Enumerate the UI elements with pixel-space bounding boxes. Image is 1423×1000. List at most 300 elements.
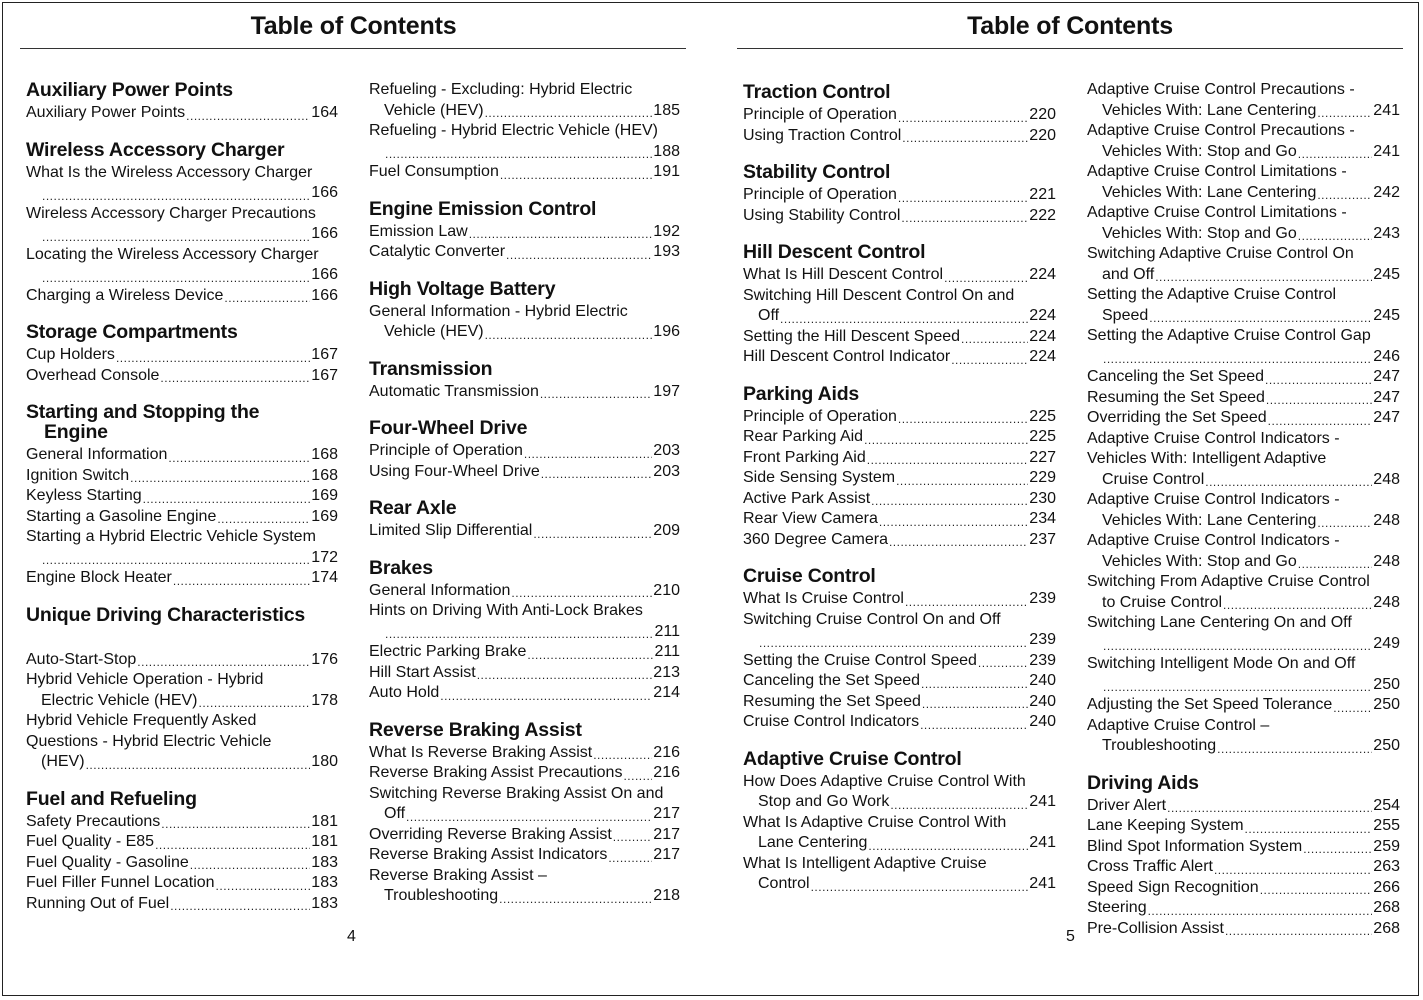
toc-entry[interactable] [369,866,680,907]
toc-entry-title: Adaptive Cruise Control Indicators - [1087,491,1340,508]
toc-entry[interactable] [369,763,680,784]
toc-page-number: 255 [1373,817,1400,834]
toc-page-number: 247 [1373,409,1400,426]
toc-entry-title: Emission Law [369,222,468,240]
dot-leader [161,816,310,832]
section-heading-text: Hill Descent Control [743,241,926,263]
toc-page-number: 210 [653,581,680,599]
toc-entry[interactable] [743,448,1056,469]
toc-page-number: 164 [311,104,338,121]
toc-entry-title: Hill Descent Control Indicator [743,348,951,365]
toc-entry[interactable] [743,185,1056,206]
toc-page-number: 248 [1373,470,1400,488]
toc-section [1087,80,1400,757]
toc-entry[interactable] [369,162,680,183]
dot-leader [137,654,310,670]
dot-leader [527,647,653,663]
toc-entry[interactable] [369,845,680,866]
toc-entry[interactable] [1087,919,1400,940]
toc-page-number: 217 [653,825,680,843]
toc-entry-title: 360 Degree Camera [743,530,888,548]
toc-entry-title: Hill Start Assist [369,663,476,681]
toc-entry[interactable] [26,527,338,568]
toc-page-number: 220 [1029,106,1056,123]
toc-entry[interactable] [26,245,338,286]
toc-entry[interactable] [743,589,1056,610]
toc-entry[interactable] [1087,878,1400,899]
toc-entry-title: Cruise Control [1102,470,1205,488]
toc-entry[interactable] [369,663,680,684]
toc-column [369,80,680,923]
section-heading-text: Transmission [369,357,493,380]
toc-entry[interactable] [369,441,680,462]
toc-entry-title: Keyless Starting [26,487,142,504]
toc-entry-title: General Information - Hybrid Electric [369,302,628,320]
toc-entry[interactable] [26,204,338,245]
toc-entry[interactable] [743,347,1056,368]
toc-entry-title: Pre-Collision Assist [1087,919,1224,937]
toc-page-number: 209 [653,522,680,539]
toc-entry-title: Cup Holders [26,346,115,363]
section-heading-text: Adaptive Cruise Control [743,747,962,770]
dot-leader [406,809,652,825]
toc-entry-title: Off [384,805,406,822]
section-heading-text: Engine [44,421,108,443]
toc-entry[interactable] [1087,654,1400,695]
toc-entry-title: Switching Reverse Braking Assist On and [369,784,664,802]
toc-entry-title: Reverse Braking Assist Precautions [369,764,623,781]
toc-page-number: 168 [311,446,338,463]
toc-entry[interactable] [1087,857,1400,878]
toc-entry-title: Adaptive Cruise Control Limitations - [1087,204,1347,221]
dot-leader [1205,474,1372,490]
toc-column [26,80,338,930]
toc-entry[interactable] [1087,613,1400,654]
dot-leader [1268,413,1373,429]
toc-entry[interactable] [1087,796,1400,817]
toc-entry[interactable] [26,163,338,204]
dot-leader [440,688,652,704]
toc-entry[interactable] [26,873,338,894]
toc-section [1087,773,1400,940]
toc-entry[interactable] [26,894,338,915]
toc-entry[interactable] [369,784,680,825]
dot-leader [623,768,652,784]
toc-entry[interactable] [369,121,680,162]
dot-leader [879,514,1028,530]
toc-entry[interactable] [743,126,1056,147]
toc-entry[interactable] [1087,695,1400,716]
dot-leader [1265,372,1372,388]
section-heading [26,402,338,442]
toc-entry-title: Principle of Operation [743,106,897,123]
toc-entry[interactable] [26,568,338,589]
toc-section [369,720,680,907]
section-heading-text: Reverse Braking Assist [369,718,582,741]
toc-section [369,558,680,704]
toc-entry[interactable] [743,530,1056,551]
toc-entry[interactable] [743,772,1056,813]
toc-entry-title: Cruise Control Indicators [743,713,920,730]
dot-leader [1317,187,1372,203]
toc-entry[interactable] [369,825,680,846]
toc-section [369,80,680,183]
toc-entry[interactable] [1087,408,1400,429]
toc-page-number: 224 [1029,307,1056,324]
dot-leader [385,146,652,162]
toc-entry-title: Troubleshooting [384,887,499,904]
toc-page-number: 185 [653,101,680,119]
toc-page-number: 203 [653,442,680,459]
toc-entry-title: What Is the Wireless Accessory Charger [26,163,313,181]
dot-leader [186,108,310,124]
toc-entry-title: Stop and Go Work [758,793,890,810]
toc-entry[interactable] [1087,572,1400,613]
toc-page-number: 167 [311,366,338,384]
toc-entry-title: (HEV) [41,753,85,770]
toc-section [369,418,680,482]
toc-entry[interactable] [26,103,338,124]
toc-entry[interactable] [743,468,1056,489]
section-heading-text: Brakes [369,556,433,579]
section-heading [743,566,1056,586]
dot-leader [593,747,652,763]
toc-entry[interactable] [1087,490,1400,531]
toc-entry[interactable] [369,80,680,121]
section-heading [26,605,338,625]
toc-entry-title: Adjusting the Set Speed Tolerance [1087,696,1333,713]
toc-page-number: 268 [1373,899,1400,916]
toc-entry-title: Using Four-Wheel Drive [369,462,540,480]
toc-page-number: 240 [1029,672,1056,689]
dot-leader [160,370,310,386]
dot-leader [155,837,310,853]
toc-entry-title: Vehicle (HEV) [384,323,484,340]
toc-entry[interactable] [743,610,1056,651]
section-heading-text: Cruise Control [743,565,876,587]
toc-page-number: 168 [311,466,338,484]
toc-entry[interactable] [1087,285,1400,326]
section-heading-text: Starting and Stopping the [26,401,260,423]
toc-entry[interactable] [1087,80,1400,121]
toc-entry-title: Fuel Filler Funnel Location [26,874,215,891]
dot-leader [1103,638,1372,654]
toc-page-number: 245 [1373,265,1400,283]
toc-page-number: 169 [311,487,338,504]
dot-leader [143,491,311,507]
toc-entry-title: Vehicles With: Stop and Go [1102,224,1297,242]
toc-page-number: 222 [1029,206,1056,224]
toc-entry[interactable] [1087,121,1400,162]
toc-entry[interactable] [26,366,338,387]
toc-entry[interactable] [369,242,680,263]
toc-page-number: 225 [1029,428,1056,445]
dot-leader [1214,862,1372,878]
section-heading [369,359,680,379]
toc-entry-title: What Is Intelligent Adaptive Cruise [743,854,987,872]
toc-page-number: 225 [1029,407,1056,425]
toc-entry-title: Adaptive Cruise Control Indicators - [1087,532,1340,549]
dot-leader [170,898,310,914]
toc-page-number: 172 [311,548,338,566]
toc-page-number: 227 [1029,448,1056,466]
toc-entry[interactable] [1087,388,1400,409]
toc-entry[interactable] [1087,367,1400,388]
toc-page-number: 166 [311,225,338,242]
page-title-right: Table of Contents [967,12,1173,40]
toc-entry[interactable] [26,853,338,874]
toc-entry[interactable] [743,671,1056,692]
toc-page-number: 254 [1373,796,1400,814]
toc-entry[interactable] [743,327,1056,348]
toc-page-number: 249 [1373,634,1400,652]
toc-entry[interactable] [1087,837,1400,858]
section-heading [1087,773,1400,793]
toc-entry-title: Lane Centering [758,834,868,851]
toc-entry[interactable] [26,670,338,711]
dot-leader [780,311,1028,327]
toc-entry[interactable] [26,812,338,833]
section-heading [369,498,680,518]
toc-entry-title: Setting the Cruise Control Speed [743,651,977,669]
dot-leader [506,247,652,263]
toc-entry-title: Using Stability Control [743,206,901,224]
toc-entry-title: Resuming the Set Speed [1087,388,1265,406]
toc-column [743,82,1056,911]
section-heading-text: Stability Control [743,161,891,183]
section-heading [369,199,680,219]
section-heading [743,242,1056,262]
toc-page-number: 181 [311,812,338,830]
toc-entry[interactable] [1087,203,1400,244]
toc-entry[interactable] [1087,429,1400,491]
section-heading-text: Fuel and Refueling [26,787,197,810]
dot-leader [385,626,653,642]
toc-entry-title: Refueling - Hybrid Electric Vehicle (HEV) [369,122,658,139]
toc-entry-title: Electric Parking Brake [369,643,527,660]
toc-entry[interactable] [1087,326,1400,367]
toc-entry[interactable] [743,692,1056,713]
toc-page-number: 224 [1029,348,1056,365]
toc-entry-title: Switching Hill Descent Control On and [743,286,1015,304]
toc-section [26,402,338,589]
page-number-right: 5 [1066,928,1075,945]
toc-entry-title: Setting the Hill Descent Speed [743,327,961,345]
toc-entry[interactable] [369,222,680,243]
dot-leader [1266,392,1372,408]
toc-entry[interactable] [1087,716,1400,757]
toc-entry-title: Hints on Driving With Anti-Lock Brakes [369,602,643,619]
toc-entry[interactable] [743,265,1056,286]
toc-entry-title: Fuel Consumption [369,163,499,180]
toc-entry-title: Principle of Operation [743,407,897,425]
dot-leader [500,167,652,183]
toc-page-number: 211 [654,643,680,660]
toc-entry[interactable] [369,601,680,642]
dot-leader [116,350,310,366]
toc-entry-title: Switching From Adaptive Cruise Control [1087,573,1370,590]
toc-page-number: 214 [653,684,680,701]
toc-page-number: 241 [1029,875,1056,892]
toc-entry[interactable] [26,832,338,853]
toc-page-number: 224 [1029,266,1056,283]
toc-section [743,384,1056,551]
toc-page-number: 242 [1373,183,1400,201]
toc-entry[interactable] [743,509,1056,530]
toc-page-number: 248 [1373,552,1400,570]
toc-page-number: 237 [1029,530,1056,548]
toc-entry[interactable] [369,581,680,602]
toc-entry[interactable] [26,466,338,487]
toc-section [743,162,1056,226]
toc-entry-title: Starting a Gasoline Engine [26,507,217,525]
toc-entry[interactable] [26,711,338,773]
toc-entry[interactable] [369,462,680,483]
toc-entry-title: to Cruise Control [1102,593,1223,611]
toc-entry[interactable] [26,345,338,366]
toc-entry[interactable] [26,507,338,528]
toc-entry[interactable] [743,427,1056,448]
dot-leader [1103,679,1372,695]
toc-entry-title: Principle of Operation [369,442,523,459]
toc-page-number: 183 [311,874,338,891]
toc-entry-title: Running Out of Fuel [26,894,170,912]
toc-entry-title: Engine Block Heater [26,569,172,586]
toc-entry-title: Side Sensing System [743,469,896,486]
toc-page-number: 234 [1029,510,1056,527]
dot-leader [42,552,310,568]
dot-leader [1298,146,1373,162]
toc-entry[interactable] [26,650,338,671]
toc-section [26,140,338,307]
toc-page-number: 166 [311,184,338,201]
dot-leader [613,829,653,845]
toc-page-number: 192 [653,222,680,240]
toc-entry-title: What Is Reverse Braking Assist [369,743,593,761]
toc-entry[interactable] [369,642,680,663]
toc-section [369,498,680,542]
toc-entry[interactable] [26,445,338,466]
dot-leader [1245,821,1373,837]
dot-leader [1217,741,1372,757]
dot-leader [499,891,652,907]
toc-entry-title: Limited Slip Differential [369,522,533,539]
dot-leader [1298,228,1373,244]
toc-page-number: 203 [653,462,680,480]
toc-entry[interactable] [743,854,1056,895]
toc-entry[interactable] [369,302,680,343]
toc-page-number: 191 [653,163,680,180]
toc-entry-title: Vehicle (HEV) [384,101,484,119]
toc-entry-title: Blind Spot Information System [1087,837,1303,855]
toc-entry[interactable] [743,105,1056,126]
toc-entry-title: Vehicles With: Stop and Go [1102,142,1297,160]
dot-leader [898,110,1028,126]
toc-entry-title: Lane Keeping System [1087,817,1244,834]
toc-entry-title: Locating the Wireless Accessory Charger [26,245,319,263]
dot-leader [130,470,310,486]
section-heading [743,384,1056,404]
toc-entry-title: Vehicles With: Intelligent Adaptive [1087,450,1327,467]
toc-entry[interactable] [743,489,1056,510]
toc-entry[interactable] [1087,531,1400,572]
dot-leader [978,655,1028,671]
toc-entry-title: Fuel Quality - Gasoline [26,853,189,871]
dot-leader [1167,800,1372,816]
toc-section [26,789,338,915]
toc-entry[interactable] [743,407,1056,428]
dot-leader [1333,700,1372,716]
toc-entry-title: Switching Lane Centering On and Off [1087,614,1352,631]
toc-section [743,82,1056,146]
dot-leader [811,879,1029,895]
toc-page-number: 230 [1029,489,1056,507]
dot-leader [922,696,1028,712]
dot-leader [921,676,1028,692]
toc-entry-title: Speed [1102,306,1149,324]
toc-entry[interactable] [743,206,1056,227]
toc-page-number: 229 [1029,469,1056,486]
toc-entry[interactable] [369,521,680,542]
toc-entry-title: Hybrid Vehicle Frequently Asked [26,712,257,729]
section-heading-text: Parking Aids [743,382,860,405]
toc-entry[interactable] [1087,898,1400,919]
section-heading-text: Rear Axle [369,497,457,519]
section-heading [743,162,1056,182]
dot-leader [511,585,652,601]
toc-entry-title: Cross Traffic Alert [1087,858,1213,875]
toc-entry[interactable] [26,486,338,507]
toc-entry[interactable] [369,382,680,403]
section-heading-text: Four-Wheel Drive [369,417,528,439]
toc-entry-title: Canceling the Set Speed [1087,368,1265,385]
dot-leader [961,331,1028,347]
toc-entry[interactable] [369,683,680,704]
toc-section [369,199,680,263]
toc-entry-title: Principle of Operation [743,186,897,203]
toc-entry[interactable] [743,813,1056,854]
toc-page-number: 246 [1373,347,1400,365]
toc-entry[interactable] [743,712,1056,733]
dot-leader [217,511,310,527]
toc-page-number: 250 [1373,675,1400,693]
dot-leader [173,573,310,589]
toc-page-number: 239 [1029,590,1056,607]
dot-leader [1317,105,1372,121]
toc-entry[interactable] [1087,162,1400,203]
toc-entry-title: Wireless Accessory Charger Precautions [26,204,316,222]
section-heading [26,140,338,160]
toc-entry-title: Switching Cruise Control On and Off [743,610,1001,628]
toc-entry-title: Setting the Adaptive Cruise Control Gap [1087,327,1371,344]
dot-leader [944,270,1028,286]
toc-entry[interactable] [26,286,338,307]
toc-entry[interactable] [1087,816,1400,837]
page-number-left: 4 [347,928,356,945]
section-heading-text: Wireless Accessory Charger [26,138,285,161]
toc-entry[interactable] [1087,244,1400,285]
section-heading [26,322,338,342]
toc-entry-title: Using Traction Control [743,126,902,144]
toc-entry[interactable] [743,651,1056,672]
toc-entry-title: General Information [369,581,511,599]
toc-entry[interactable] [743,286,1056,327]
toc-page-number: 247 [1373,368,1400,385]
toc-entry-title: Front Parking Aid [743,448,866,466]
toc-entry[interactable] [369,743,680,764]
section-heading-text: Unique Driving Characteristics [26,603,305,626]
dot-leader [902,130,1028,146]
